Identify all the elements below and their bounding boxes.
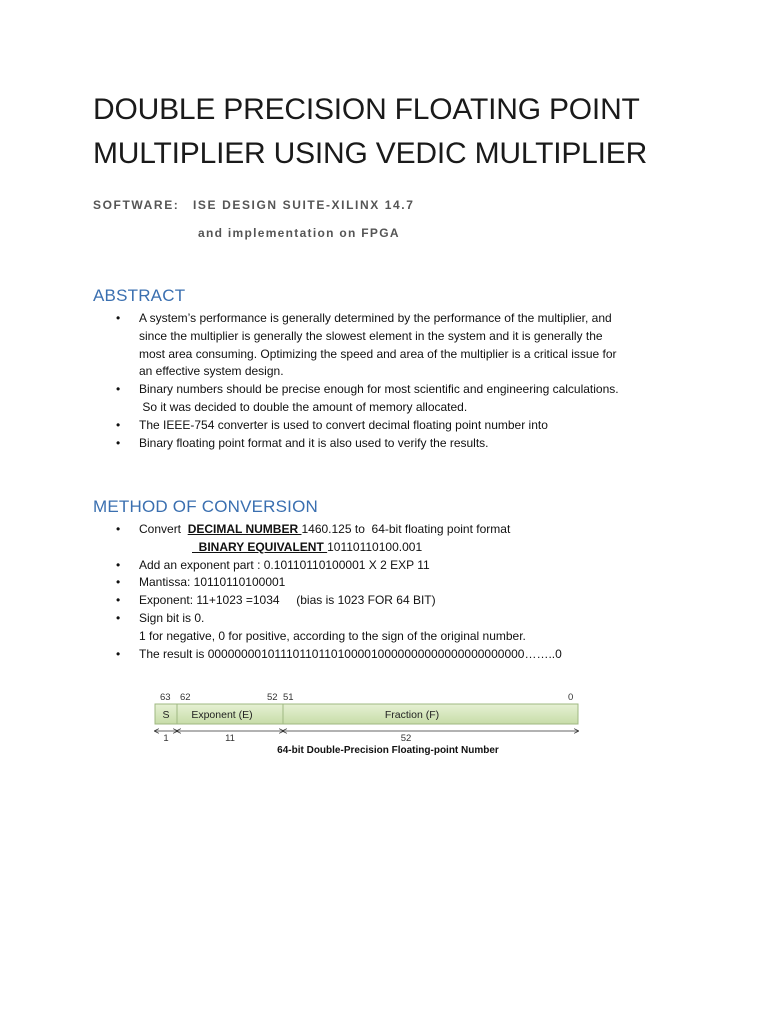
abstract-line: A system’s performance is generally determined by the performance of the multiplier, and xyxy=(139,311,612,325)
method-heading: METHOD OF CONVERSION xyxy=(93,497,319,516)
binary-equivalent-label: BINARY EQUIVALENT xyxy=(192,539,328,554)
software-label: SOFTWARE: xyxy=(93,198,180,212)
abstract-line: So it was decided to double the amount of memory allocated. xyxy=(139,399,468,414)
list-item xyxy=(110,610,670,646)
list-item xyxy=(110,557,670,575)
bit-label-62: 62 xyxy=(180,692,191,703)
fraction-field-label: Fraction (F) xyxy=(384,709,440,721)
software-implementation: and implementation on FPGA xyxy=(198,226,400,240)
list-item xyxy=(110,381,670,417)
bullet-icon: • xyxy=(116,593,121,608)
bullet-icon: • xyxy=(116,435,121,450)
bit-label-51: 51 xyxy=(283,692,294,703)
bullet-icon: • xyxy=(116,522,121,536)
exponent-field-label: Exponent (E) xyxy=(191,709,253,721)
list-item xyxy=(110,574,670,592)
decimal-number-label: DECIMAL NUMBER xyxy=(187,522,302,536)
software-line xyxy=(93,198,415,212)
list-item xyxy=(110,417,670,435)
method-list xyxy=(110,521,670,663)
bullet-icon: • xyxy=(116,575,121,590)
list-item xyxy=(110,435,670,453)
sign-explanation-line: 1 for negative, 0 for positive, according to the sign of the original number. xyxy=(139,628,526,643)
exponent-width-label: 11 xyxy=(225,733,235,744)
mantissa-line: Mantissa: 10110110100001 xyxy=(139,575,286,590)
abstract-line: Binary floating point format and it is also used to verify the results. xyxy=(139,435,489,450)
sign-width-label: 1 xyxy=(163,733,169,744)
abstract-line: Binary numbers should be precise enough for most scientific and engineering calculations. xyxy=(139,382,619,397)
double-precision-format-figure xyxy=(150,688,590,760)
abstract-heading: ABSTRACT xyxy=(93,286,186,305)
bullet-icon: • xyxy=(116,382,121,397)
abstract-list xyxy=(110,310,670,452)
binary-equivalent-line xyxy=(139,539,670,557)
result-line: The result is 000000001011101101101000010000000000000000000000……..0 xyxy=(139,646,562,661)
exponent-line: Exponent: 11+1023 =1034 (bias is 1023 FOR 64 BIT) xyxy=(139,593,436,608)
list-item xyxy=(110,310,670,381)
bullet-icon: • xyxy=(116,557,121,572)
abstract-line: The IEEE-754 converter is used to convert decimal floating point number into xyxy=(139,417,548,432)
list-item xyxy=(110,521,670,557)
convert-line xyxy=(139,521,670,539)
bullet-icon: • xyxy=(116,311,121,325)
convert-prefix: Convert xyxy=(139,522,188,536)
exponent-part-line: Add an exponent part : 0.10110110100001 X 2 EXP 11 xyxy=(139,557,430,572)
abstract-line: an effective system design. xyxy=(139,364,284,379)
bit-label-52: 52 xyxy=(267,692,278,703)
title-line-1: DOUBLE PRECISION FLOATING POINT xyxy=(93,93,640,126)
sign-bit-line: Sign bit is 0. xyxy=(139,610,205,625)
sign-field-label: S xyxy=(162,709,170,721)
bullet-icon: • xyxy=(116,610,121,625)
document-title xyxy=(93,88,713,176)
list-item xyxy=(110,592,670,610)
figure-caption: 64-bit Double-Precision Floating-point Number xyxy=(277,745,499,756)
list-item xyxy=(110,646,670,664)
convert-rest: 1460.125 to 64-bit floating point format xyxy=(301,522,511,536)
binary-equivalent-value: 10110110100.001 xyxy=(327,539,423,554)
abstract-line: since the multiplier is generally the slowest element in the system and it is generally the xyxy=(139,328,603,343)
bit-label-63: 63 xyxy=(160,692,171,703)
title-line-2: MULTIPLIER USING VEDIC MULTIPLIER xyxy=(93,137,648,170)
software-value: ISE DESIGN SUITE-XILINX 14.7 xyxy=(193,198,415,212)
fraction-width-label: 52 xyxy=(400,733,412,744)
bit-label-0: 0 xyxy=(568,692,574,703)
bullet-icon: • xyxy=(116,646,121,661)
bullet-icon: • xyxy=(116,417,121,432)
abstract-line: most area consuming. Optimizing the speed and area of the multiplier is a critical issue for xyxy=(139,346,617,361)
